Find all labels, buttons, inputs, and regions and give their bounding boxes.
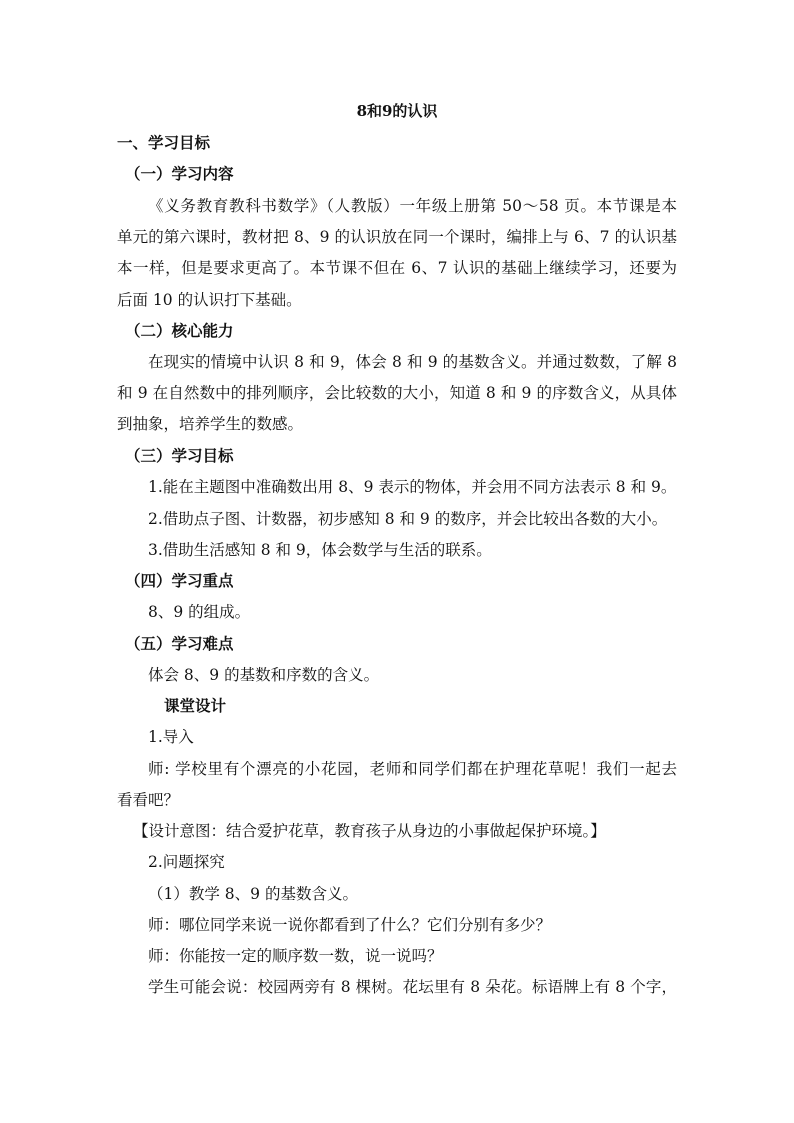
- paragraph-line: 8、9 的组成。: [148, 603, 251, 621]
- paragraph-line: 单元的第六课时，教材把 8、9 的认识放在同一个课时，编排上与 6、7 的认识基: [117, 228, 677, 246]
- step-heading: 2.问题探究: [148, 853, 225, 871]
- design-intent-note: 【设计意图：结合爱护花草，教育孩子从身边的小事做起保护环境。】: [133, 822, 606, 840]
- step-heading: 1.导入: [148, 728, 194, 746]
- section-heading-class-design: 课堂设计: [164, 696, 227, 715]
- section-heading-learning-goals: 一、学习目标: [117, 133, 211, 152]
- paragraph-line: 后面 10 的认识打下基础。: [117, 291, 302, 309]
- objective-item: 1.能在主题图中准确数出用 8、9 表示的物体，并会用不同方法表示 8 和 9。: [148, 478, 677, 496]
- paragraph-line: 在现实的情境中认识 8 和 9，体会 8 和 9 的基数含义。并通过数数，了解 8: [148, 353, 677, 371]
- paragraph-line: 师：你能按一定的顺序数一数，说一说吗？: [148, 947, 443, 965]
- subheading-key-point: （四）学习重点: [125, 571, 234, 590]
- subheading-difficulty: （五）学习难点: [125, 634, 234, 653]
- subheading-learning-objectives: （三）学习目标: [125, 446, 234, 465]
- subheading-learning-content: （一）学习内容: [125, 164, 234, 183]
- sub-step-heading: （1）教学 8、9 的基数含义。: [148, 885, 358, 903]
- paragraph-line: 和 9 在自然数中的排列顺序，会比较数的大小，知道 8 和 9 的序数含义，从具体: [117, 384, 677, 402]
- paragraph-line: 师：哪位同学来说一说你都看到了什么？它们分别有多少？: [148, 916, 552, 934]
- page-title: 8和9的认识: [356, 102, 438, 120]
- objective-item: 2.借助点子图、计数器，初步感知 8 和 9 的数序，并会比较出各数的大小。: [148, 510, 668, 528]
- paragraph-line: 学生可能会说：校园两旁有 8 棵树。花坛里有 8 朵花。标语牌上有 8 个字，: [148, 978, 677, 996]
- paragraph-line: 到抽象，培养学生的数感。: [117, 415, 304, 433]
- paragraph-line: 体会 8、9 的基数和序数的含义。: [148, 666, 380, 684]
- paragraph-line: 看看吧？: [117, 791, 180, 809]
- paragraph-line: 本一样，但是要求更高了。本节课不但在 6、7 认识的基础上继续学习，还要为: [117, 259, 677, 277]
- paragraph-line: 师: 学校里有个漂亮的小花园，老师和同学们都在护理花草呢！我们一起去: [148, 760, 677, 778]
- objective-item: 3.借助生活感知 8 和 9，体会数学与生活的联系。: [148, 541, 492, 559]
- paragraph-line: 《义务教育教科书数学》（人教版）一年级上册第 50～58 页。本节课是本: [148, 197, 677, 215]
- subheading-core-ability: （二）核心能力: [125, 321, 234, 340]
